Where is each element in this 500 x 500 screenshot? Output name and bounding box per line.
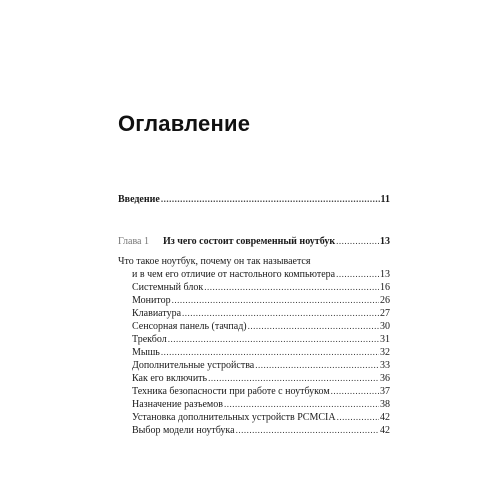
toc-entry-intro[interactable]	[118, 193, 390, 206]
chapter-title: Из чего состоит современный ноутбук	[163, 236, 336, 247]
toc-section-page: 16	[380, 282, 390, 293]
toc-section-label: Сенсорная панель (тачпад)	[132, 321, 247, 332]
toc-section[interactable]	[132, 359, 390, 372]
toc-section[interactable]	[132, 424, 390, 437]
chapter-number-label: Глава 1	[118, 236, 149, 247]
toc-section-page: 27	[380, 308, 390, 319]
toc-section-label: Дополнительные устройства	[132, 360, 255, 371]
toc-section-page: 36	[380, 373, 390, 384]
toc-section-page: 38	[380, 399, 390, 410]
toc-section[interactable]	[132, 281, 390, 294]
toc-entry-chapter-1[interactable]	[118, 235, 390, 248]
toc-section-page: 37	[380, 386, 390, 397]
chapter-page: 13	[380, 236, 390, 247]
toc-section[interactable]	[132, 294, 390, 307]
toc-section-page: 26	[380, 295, 390, 306]
toc-section-page: 33	[380, 360, 390, 371]
toc-section-page: 13	[380, 269, 390, 280]
toc-section-label: Назначение разъемов	[132, 399, 223, 410]
dot-leader	[161, 193, 380, 206]
toc-section-label: Выбор модели ноутбука	[132, 425, 235, 436]
page-title: Оглавление	[118, 111, 251, 136]
toc-section[interactable]	[132, 320, 390, 333]
toc-entry-page: 11	[380, 194, 390, 205]
dot-leader	[204, 281, 379, 294]
dot-leader	[337, 411, 379, 424]
toc-section-label: Системный блок	[132, 282, 204, 293]
toc-section[interactable]	[132, 372, 390, 385]
toc-section-label: Трекбол	[132, 334, 167, 345]
toc-section[interactable]	[132, 411, 390, 424]
toc-section[interactable]	[132, 398, 390, 411]
toc-entry-label: Введение	[118, 194, 160, 205]
toc-section-label: Клавиатура	[132, 308, 182, 319]
toc-section-label: Монитор	[132, 295, 171, 306]
toc-section-page: 42	[380, 412, 390, 423]
toc-section-page: 32	[380, 347, 390, 358]
toc-section-page: 30	[380, 321, 390, 332]
toc-section[interactable]	[132, 333, 390, 346]
toc-section[interactable]	[132, 385, 390, 398]
dot-leader	[236, 424, 379, 437]
dot-leader	[172, 294, 379, 307]
dot-leader	[168, 333, 379, 346]
dot-leader	[208, 372, 379, 385]
toc-section-label: Техника безопасности при работе с ноутбуком	[132, 386, 330, 397]
dot-leader	[336, 235, 379, 248]
toc-section[interactable]	[132, 307, 390, 320]
toc-section-label: Установка дополнительных устройств PCMCIA	[132, 412, 336, 423]
toc-section-page: 31	[380, 334, 390, 345]
dot-leader	[161, 346, 379, 359]
toc-section-label: и в чем его отличие от настольного компьютера	[132, 269, 336, 280]
toc-section-first[interactable]	[132, 268, 390, 281]
toc-section-label: Как его включить	[132, 373, 208, 384]
dot-leader	[331, 385, 379, 398]
toc-section[interactable]	[132, 346, 390, 359]
toc-section-label: Мышь	[132, 347, 160, 358]
toc-section-first-line1: Что такое ноутбук, почему он так называется	[118, 256, 311, 267]
toc-section-page: 42	[380, 425, 390, 436]
dot-leader	[336, 268, 379, 281]
dot-leader	[255, 359, 379, 372]
dot-leader	[248, 320, 379, 333]
dot-leader	[182, 307, 379, 320]
dot-leader	[224, 398, 379, 411]
